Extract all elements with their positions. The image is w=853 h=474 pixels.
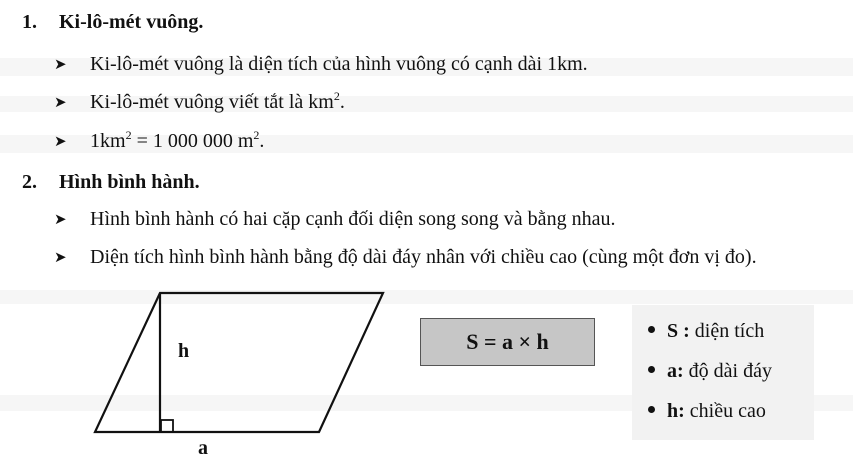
- section-1-heading: [22, 10, 203, 34]
- section-1-number: 1.: [22, 11, 37, 33]
- section-2-bullet-property: [54, 207, 615, 232]
- superscript: 2: [333, 89, 340, 103]
- arrowhead-bullet-icon: ➤: [54, 57, 67, 73]
- section-1-bullet-conversion: [54, 129, 264, 154]
- area-formula: S = a × h: [466, 329, 549, 354]
- arrowhead-bullet-icon: ➤: [54, 212, 67, 228]
- dot-bullet-icon: [648, 406, 655, 413]
- legend-text: diện tích: [694, 320, 765, 342]
- parallelogram-shape: [95, 293, 383, 432]
- bullet-text: Ki-lô-mét vuông là diện tích của hình vuông có cạnh dài 1km.: [90, 53, 588, 75]
- section-1-bullet-abbreviation: [54, 90, 345, 115]
- dot-bullet-icon: [648, 326, 655, 333]
- legend-key: S :: [667, 320, 690, 342]
- conversion-right: = 1 000 000 m: [136, 130, 254, 152]
- superscript: 2: [253, 128, 260, 142]
- legend-key: a:: [667, 360, 684, 382]
- base-label: a: [198, 437, 208, 459]
- section-1-title: Ki-lô-mét vuông.: [59, 11, 204, 33]
- parallelogram-diagram: [85, 285, 395, 465]
- formula-legend: [632, 305, 814, 440]
- section-2-heading: [22, 170, 200, 194]
- conversion-left: 1km: [90, 130, 126, 152]
- legend-text: độ dài đáy: [688, 360, 772, 382]
- legend-key: h:: [667, 400, 685, 422]
- legend-text: chiều cao: [689, 400, 766, 422]
- legend-item-height: [648, 399, 766, 423]
- height-label: h: [178, 340, 190, 362]
- bullet-text: Diện tích hình bình hành bằng độ dài đáy nhân với chiều cao (cùng một đơn vị đo).: [90, 246, 757, 268]
- right-angle-marker: [161, 420, 173, 432]
- legend-item-area: [648, 319, 764, 343]
- conversion-period: .: [259, 130, 265, 152]
- area-formula-box: [420, 318, 595, 366]
- bullet-suffix: .: [339, 91, 345, 113]
- legend-item-base: [648, 359, 772, 383]
- bullet-text: Ki-lô-mét vuông viết tắt là km: [90, 91, 334, 113]
- bullet-text: Hình bình hành có hai cặp cạnh đối diện song song và bằng nhau.: [90, 208, 616, 230]
- arrowhead-bullet-icon: ➤: [54, 250, 67, 266]
- arrowhead-bullet-icon: ➤: [54, 95, 67, 111]
- section-2-bullet-area-rule: [54, 245, 757, 270]
- section-2-title: Hình bình hành.: [59, 171, 200, 193]
- dot-bullet-icon: [648, 366, 655, 373]
- section-2-number: 2.: [22, 171, 37, 193]
- section-1-bullet-definition: [54, 52, 588, 77]
- superscript: 2: [125, 128, 132, 142]
- arrowhead-bullet-icon: ➤: [54, 134, 67, 150]
- parallelogram-figure: [85, 285, 395, 465]
